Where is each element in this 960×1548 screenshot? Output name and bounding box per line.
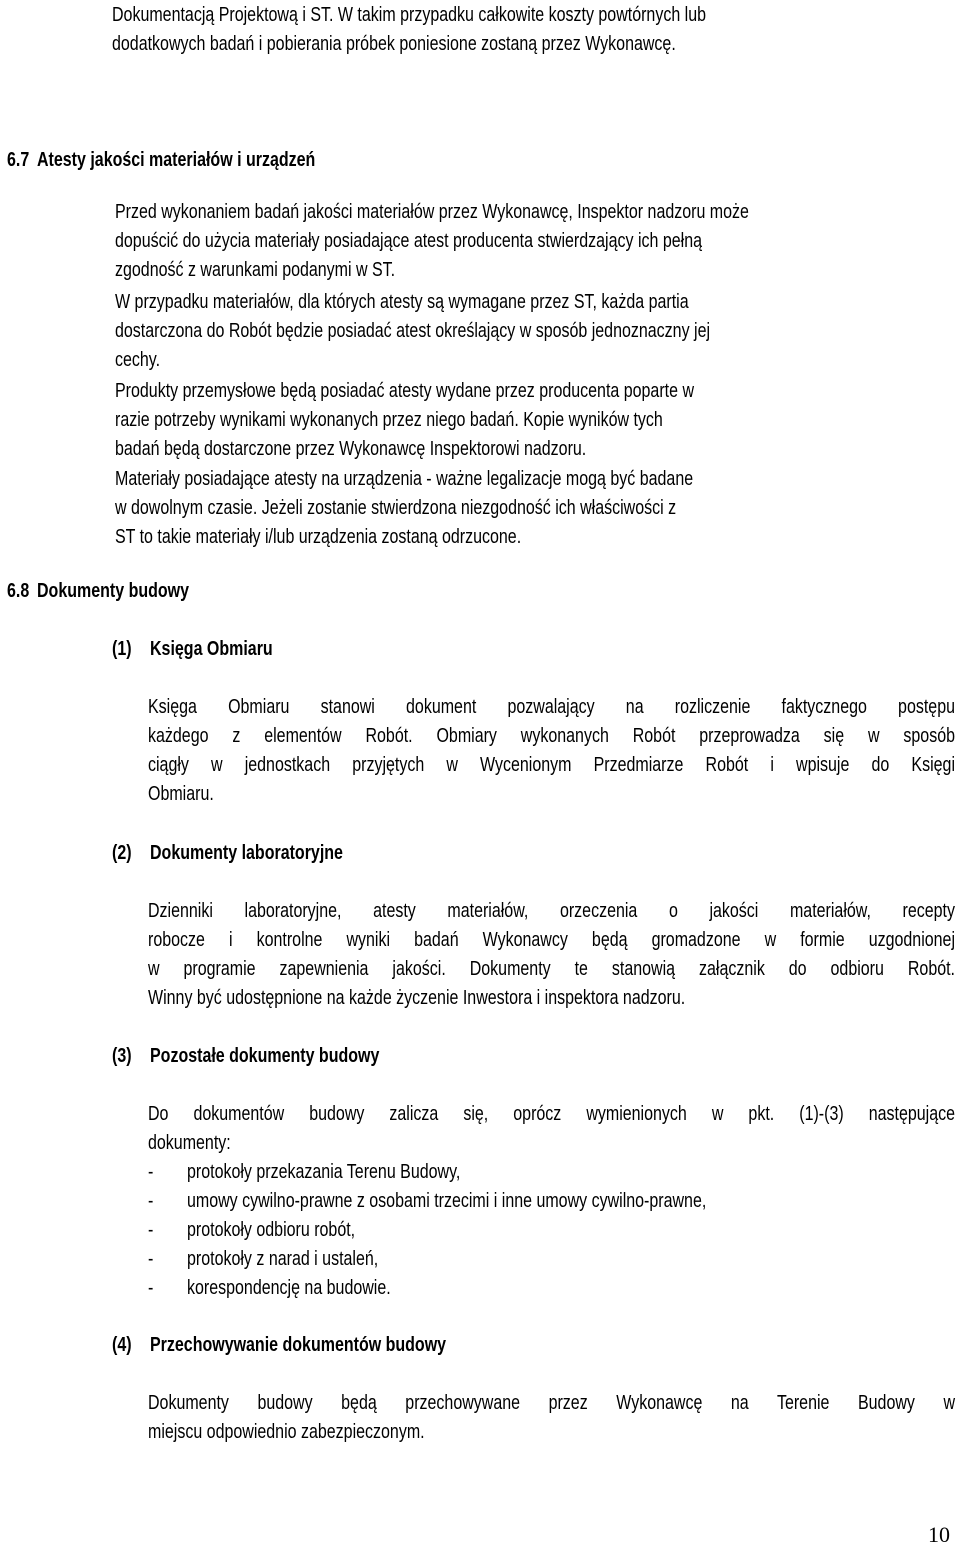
paragraph-line: Przed wykonaniem badań jakości materiałów przez Wykonawcę, Inspektor nadzoru może — [115, 201, 749, 223]
paragraph-line: W przypadku materiałów, dla których atesty są wymagane przez ST, każda partia — [115, 291, 689, 313]
paragraph-line: dodatkowych badań i pobierania próbek poniesione zostaną przez Wykonawcę. — [112, 33, 676, 55]
section-number: 6.8 — [7, 580, 30, 602]
list-bullet: - — [148, 1277, 154, 1299]
subsection-heading: Pozostałe dokumenty budowy — [150, 1045, 380, 1067]
paragraph-line: ciągły w jednostkach przyjętych w Wycenionym Przedmiarze Robót i wpisuje do Księgi — [148, 754, 955, 776]
paragraph-line: w programie zapewnienia jakości. Dokumenty te stanowią załącznik do odbioru Robót. — [148, 958, 955, 980]
paragraph-line: robocze i kontrolne wyniki badań Wykonawcy będą gromadzone w formie uzgodnionej — [148, 929, 955, 951]
paragraph-line: cechy. — [115, 349, 161, 371]
subsection-heading: Księga Obmiaru — [150, 638, 273, 660]
page-number: 10 — [928, 1522, 950, 1547]
paragraph-line: miejscu odpowiednio zabezpieczonym. — [148, 1421, 425, 1443]
list-bullet: - — [148, 1219, 154, 1241]
paragraph-line: Produkty przemysłowe będą posiadać atesty wydane przez producenta poparte w — [115, 380, 694, 402]
paragraph-line: Księga Obmiaru stanowi dokument pozwalający na rozliczenie faktycznego postępu — [148, 696, 955, 718]
section-number: 6.7 — [7, 149, 30, 171]
list-bullet: - — [148, 1190, 154, 1212]
paragraph-line: badań będą dostarczone przez Wykonawcę Inspektorowi nadzoru. — [115, 438, 587, 460]
subsection-heading: Dokumenty laboratoryjne — [150, 842, 343, 864]
paragraph-line: Do dokumentów budowy zalicza się, oprócz wymienionych w pkt. (1)-(3) następujące — [148, 1103, 955, 1125]
paragraph-line: ST to takie materiały i/lub urządzenia zostaną odrzucone. — [115, 526, 522, 548]
paragraph-line: dokumenty: — [148, 1132, 231, 1154]
paragraph-line: Winny być udostępnione na każde życzenie Inwestora i inspektora nadzoru. — [148, 987, 686, 1009]
subsection-heading: Przechowywanie dokumentów budowy — [150, 1334, 447, 1356]
list-item: protokoły odbioru robót, — [187, 1219, 356, 1241]
list-bullet: - — [148, 1248, 154, 1270]
list-item: protokoły przekazania Terenu Budowy, — [187, 1161, 461, 1183]
subsection-number: (3) — [112, 1045, 132, 1067]
paragraph-line: dostarczona do Robót będzie posiadać atest określający w sposób jednoznaczny jej — [115, 320, 711, 342]
paragraph-line: Materiały posiadające atesty na urządzenia - ważne legalizacje mogą być badane — [115, 468, 694, 490]
paragraph-line: Dokumentacją Projektową i ST. W takim przypadku całkowite koszty powtórnych lub — [112, 4, 707, 26]
paragraph-line: każdego z elementów Robót. Obmiary wykonanych Robót przeprowadza się w sposób — [148, 725, 955, 747]
section-heading: Atesty jakości materiałów i urządzeń — [37, 149, 316, 171]
paragraph-line: Dzienniki laboratoryjne, atesty materiałów, orzeczenia o jakości materiałów, recepty — [148, 900, 955, 922]
paragraph-line: Dokumenty budowy będą przechowywane przez Wykonawcę na Terenie Budowy w — [148, 1392, 955, 1414]
paragraph-line: w dowolnym czasie. Jeżeli zostanie stwierdzona niezgodność ich właściwości z — [115, 497, 677, 519]
subsection-number: (2) — [112, 842, 132, 864]
list-item: protokoły z narad i ustaleń, — [187, 1248, 379, 1270]
paragraph-line: razie potrzeby wynikami wykonanych przez niego badań. Kopie wyników tych — [115, 409, 663, 431]
paragraph-line: zgodność z warunkami podanymi w ST. — [115, 259, 396, 281]
list-item: umowy cywilno-prawne z osobami trzecimi i inne umowy cywilno-prawne, — [187, 1190, 707, 1212]
paragraph-line: Obmiaru. — [148, 783, 214, 805]
subsection-number: (4) — [112, 1334, 132, 1356]
list-bullet: - — [148, 1161, 154, 1183]
subsection-number: (1) — [112, 638, 132, 660]
list-item: korespondencję na budowie. — [187, 1277, 391, 1299]
section-heading: Dokumenty budowy — [37, 580, 190, 602]
paragraph-line: dopuścić do użycia materiały posiadające atest producenta stwierdzający ich pełną — [115, 230, 702, 252]
